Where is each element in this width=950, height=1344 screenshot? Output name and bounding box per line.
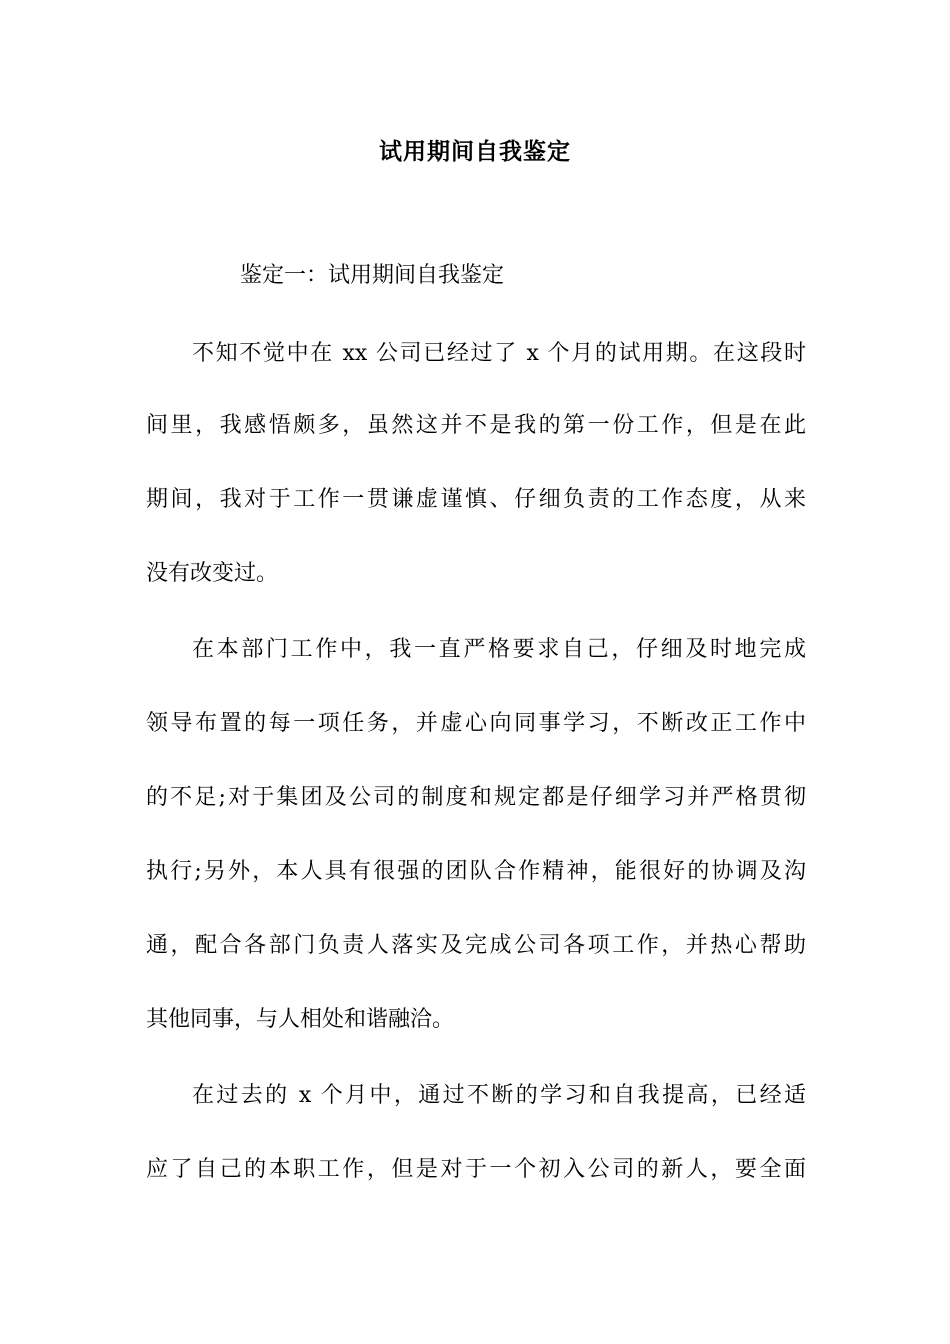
paragraph-line: 在过去的 x 个月中，通过不断的学习和自我提高，已经适 xyxy=(192,1083,806,1108)
paragraph-line: 领导布置的每一项任务，并虚心向同事学习，不断改正工作中 xyxy=(146,711,806,736)
paragraph-line: 其他同事，与人相处和谐融洽。 xyxy=(146,1007,455,1032)
paragraph-line: 应了自己的本职工作，但是对于一个初入公司的新人，要全面 xyxy=(146,1157,806,1182)
paragraph-line: 不知不觉中在 xx 公司已经过了 x 个月的试用期。在这段时 xyxy=(192,341,806,366)
paragraph-line: 在本部门工作中，我一直严格要求自己，仔细及时地完成 xyxy=(192,637,806,662)
paragraph-line: 执行;另外，本人具有很强的团队合作精神，能很好的协调及沟 xyxy=(146,859,806,884)
paragraph-line: 的不足;对于集团及公司的制度和规定都是仔细学习并严格贯彻 xyxy=(146,785,806,810)
document-title: 试用期间自我鉴定 xyxy=(379,138,571,165)
paragraph-line: 通，配合各部门负责人落实及完成公司各项工作，并热心帮助 xyxy=(146,933,806,958)
paragraph-line: 间里，我感悟颇多，虽然这并不是我的第一份工作，但是在此 xyxy=(146,413,806,438)
paragraph-line: 期间，我对于工作一贯谦虚谨慎、仔细负责的工作态度，从来 xyxy=(146,487,806,512)
section-heading: 鉴定一：试用期间自我鉴定 xyxy=(240,263,505,288)
paragraph-line: 没有改变过。 xyxy=(146,561,279,586)
